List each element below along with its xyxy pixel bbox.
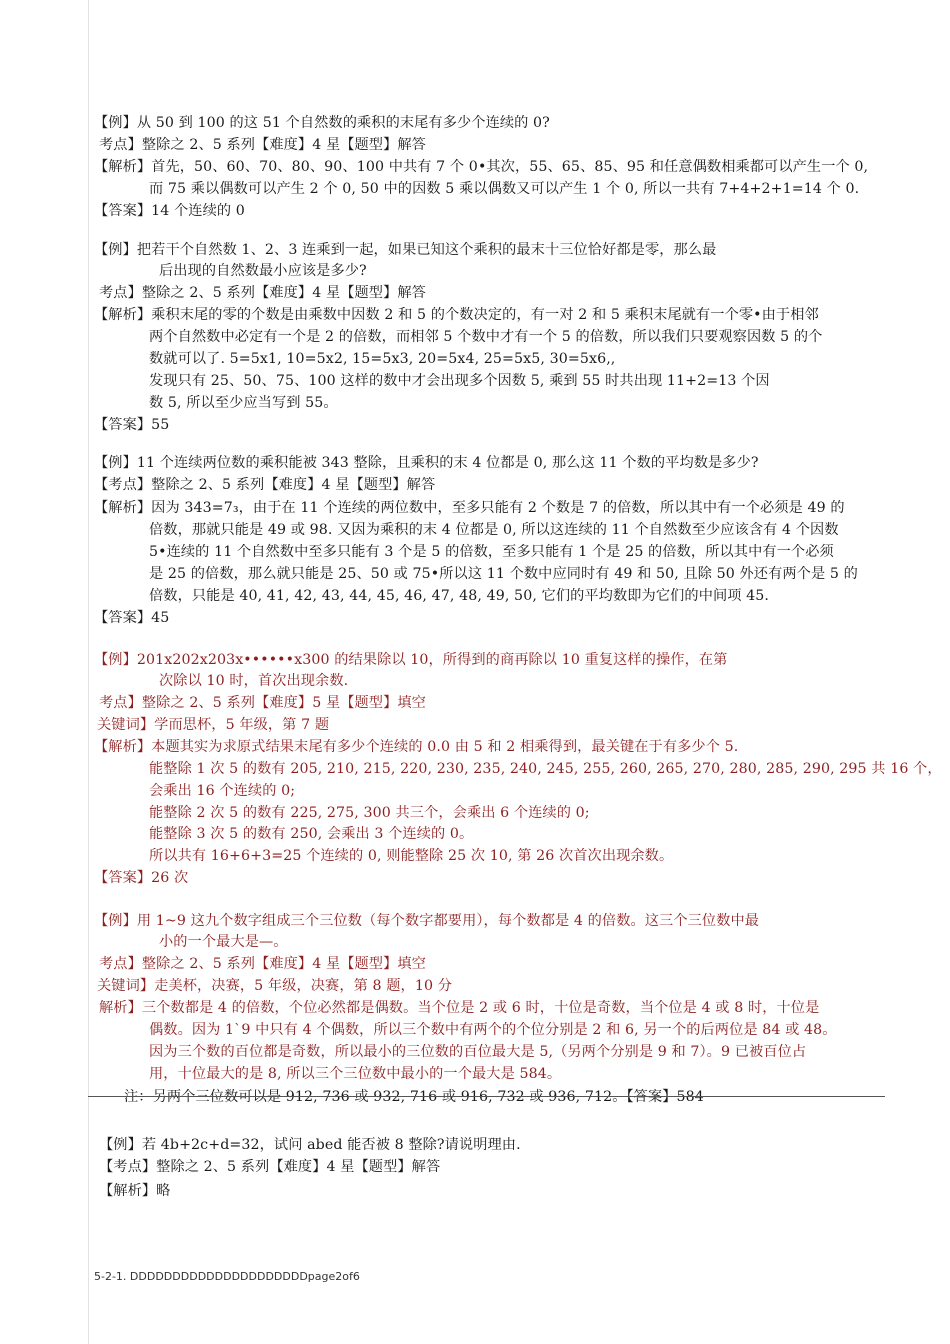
text-line: 倍数，那就只能是 49 或 98. 又因为乘积的末 4 位都是 0, 所以这连续的 11 个自然数至少应该含有 4 个因数 [149,522,839,538]
text-line: 【考点】整除之 2、5 系列【难度】4 星【题型】解答 [94,477,436,493]
text-line: 因为三个数的百位都是奇数，所以最小的三位数的百位最大是 5,（另两个分别是 9 和 7）。9 已被百位占 [149,1044,807,1060]
text-line: 偶数。因为 1`9 中只有 4 个偶数，所以三个数中有两个的个位分别是 2 和 6, 另一个的后两位是 84 或 48。 [149,1022,837,1038]
text-line: 【答案】14 个连续的 0 [94,203,245,219]
text-line: 【考点】整除之 2、5 系列【难度】4 星【题型】解答 [99,1159,441,1175]
text-line: 关键词】学而思杯，5 年级，第 7 题 [97,717,330,733]
text-line: 关键词】走美杯，决赛，5 年级，决赛，第 8 题，10 分 [97,978,452,994]
text-line: 【例】11 个连续两位数的乘积能被 343 整除，且乘积的末 4 位都是 0, 那么这 11 个数的平均数是多少? [94,455,759,471]
text-line: 能整除 1 次 5 的数有 205, 210, 215, 220, 230, 235, 240, 245, 255, 260, 265, 270, 280, 285, 290, 295 共 16 个， [149,761,942,777]
text-line: 【解析】略 [99,1183,171,1199]
text-line: 数 5, 所以至少应当写到 55。 [149,395,338,411]
text-line: 【例】201x202x203x••••••x300 的结果除以 10，所得到的商再除以 10 重复这样的操作，在第 [94,652,728,668]
text-line: 考点】整除之 2、5 系列【难度】4 星【题型】解答 [99,137,426,153]
margin-line [88,0,89,1344]
text-line: 【解析】本题其实为求原式结果末尾有多少个连续的 0.0 由 5 和 2 相乘得到，最关键在于有多少个 5. [94,739,739,755]
text-line: 用，十位最大的是 8, 所以三个三位数中最小的一个最大是 584。 [149,1066,562,1082]
text-line: 5•连续的 11 个自然数中至多只能有 3 个是 5 的倍数，至多只能有 1 个是 25 的倍数，所以其中有一个必须 [149,544,834,560]
text-line: 【例】若 4b+2c+d=32，试问 abed 能否被 8 整除?请说明理由. [99,1137,521,1153]
text-line: 【答案】26 次 [94,870,189,886]
text-line: 而 75 乘以偶数可以产生 2 个 0, 50 中的因数 5 乘以偶数又可以产生 1 个 0, 所以一共有 7+4+2+1=14 个 0. [149,181,860,197]
text-line: 倍数，只能是 40, 41, 42, 43, 44, 45, 46, 47, 48, 49, 50, 它们的平均数即为它们的中间项 45. [149,588,770,604]
text-line: 数就可以了. 5=5x1, 10=5x2, 15=5x3, 20=5x4, 25=5x5, 30=5x6,, [149,351,616,367]
text-line: 会乘出 16 个连续的 0; [149,783,296,799]
text-line: 解析】三个数都是 4 的倍数，个位必然都是偶数。当个位是 2 或 6 时，十位是奇数，当个位是 4 或 8 时，十位是 [99,1000,820,1016]
text-line: 【解析】乘积末尾的零的个数是由乘数中因数 2 和 5 的个数决定的，有一对 2 和 5 乘积末尾就有一个零•由于相邻 [94,307,819,323]
text-line: 【答案】55 [94,417,170,433]
text-line: 考点】整除之 2、5 系列【难度】4 星【题型】填空 [99,956,426,972]
text-line: 两个自然数中必定有一个是 2 的倍数，而相邻 5 个数中才有一个 5 的倍数，所以我们只要观察因数 5 的个 [149,329,823,345]
text-line: 能整除 2 次 5 的数有 225, 275, 300 共三个，会乘出 6 个连续的 0; [149,805,590,821]
page-footer: 5-2-1. DDDDDDDDDDDDDDDDDDDDDpage2of6 [94,1270,360,1283]
text-line: 次除以 10 时，首次出现余数. [159,673,349,689]
text-line: 【例】用 1~9 这九个数字组成三个三位数（每个数字都要用），每个数都是 4 的倍数。这三个三位数中最 [94,913,760,929]
text-line: 【解析】因为 343=7₃，由于在 11 个连续的两位数中，至多只能有 2 个数是 7 的倍数，所以其中有一个必须是 49 的 [94,500,845,516]
text-line: 考点】整除之 2、5 系列【难度】5 星【题型】填空 [99,695,426,711]
text-line: 小的一个最大是—。 [159,934,288,950]
text-line: 后出现的自然数最小应该是多少? [159,263,367,279]
text-line: 【解析】首先，50、60、70、80、90、100 中共有 7 个 0•其次，55、65、85、95 和任意偶数相乘都可以产生一个 0, [94,159,869,175]
text-line: 注：另两个三位数可以是 912, 736 或 932, 716 或 916, 732 或 936, 712。【答案】584 [124,1089,704,1105]
text-line: 【例】把若干个自然数 1、2、3 连乘到一起，如果已知这个乘积的最末十三位恰好都是零，那么最 [94,242,717,258]
text-line: 所以共有 16+6+3=25 个连续的 0, 则能整除 25 次 10, 第 26 次首次出现余数。 [149,848,674,864]
text-line: 考点】整除之 2、5 系列【难度】4 星【题型】解答 [99,285,426,301]
text-line: 是 25 的倍数，那么就只能是 25、50 或 75•所以这 11 个数中应同时有 49 和 50, 且除 50 外还有两个是 5 的 [149,566,858,582]
text-line: 【答案】45 [94,610,170,626]
text-line: 能整除 3 次 5 的数有 250, 会乘出 3 个连续的 0。 [149,826,474,842]
separator-rule [88,1096,885,1097]
text-line: 发现只有 25、50、75、100 这样的数中才会出现多个因数 5, 乘到 55 时共出现 11+2=13 个因 [149,373,770,389]
text-line: 【例】从 50 到 100 的这 51 个自然数的乘积的末尾有多少个连续的 0? [94,115,550,131]
